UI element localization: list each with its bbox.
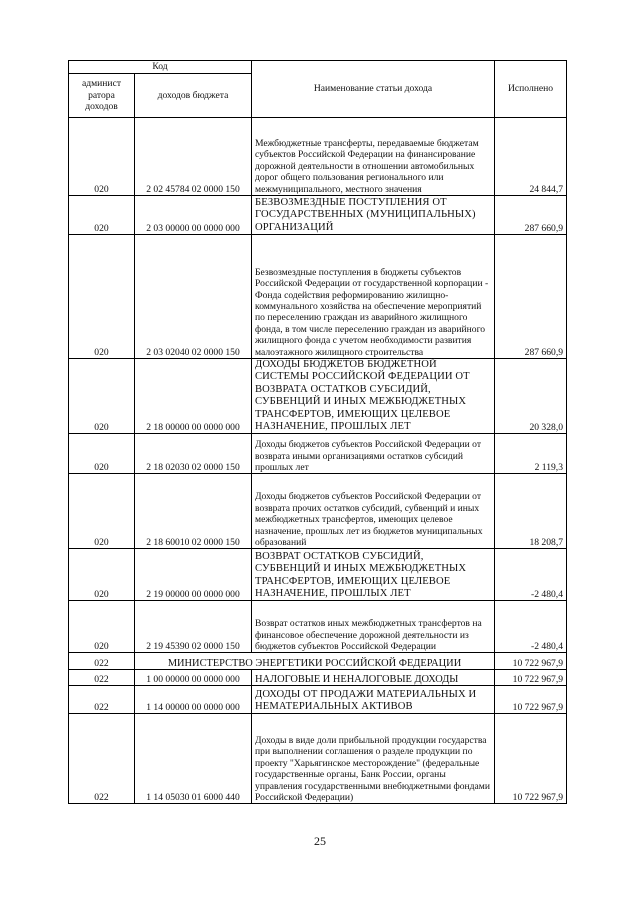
- revenue-name: Доходы бюджетов субъектов Российской Федерации от возврата прочих остатков субсидий, субвенций и иных межбюджетных трансфертов, имеющих целевое назначение, прошлых лет из бюджетов муниципальных образований: [252, 474, 495, 549]
- revenue-name: ДОХОДЫ БЮДЖЕТОВ БЮДЖЕТНОЙ СИСТЕМЫ РОССИЙСКОЙ ФЕДЕРАЦИИ ОТ ВОЗВРАТА ОСТАТКОВ СУБСИДИЙ, СУБВЕНЦИЙ И ИНЫХ МЕЖБЮДЖЕТНЫХ ТРАНСФЕРТОВ, ИМЕЮЩИХ ЦЕЛЕВОЕ НАЗНАЧЕНИЕ, ПРОШЛЫХ ЛЕТ: [252, 359, 495, 434]
- table-row: [69, 549, 567, 601]
- admin-code: 020: [69, 601, 135, 653]
- budget-code: 1 14 00000 00 0000 000: [135, 686, 252, 714]
- revenue-name: Доходы в виде доли прибыльной продукции государства при выполнении соглашения о разделе продукции по проекту "Харьягинское месторождение" (федеральные государственные органы, Банк России, органы управления государственными внебюджетными фондами Российской Федерации): [252, 714, 495, 804]
- executed-value: 18 208,7: [495, 474, 567, 549]
- executed-value: -2 480,4: [495, 549, 567, 601]
- revenue-name: Возврат остатков иных межбюджетных трансфертов на финансовое обеспечение дорожной деятельности из бюджетов субъектов Российской Федерации: [252, 601, 495, 653]
- budget-code: 1 14 05030 01 6000 440: [135, 714, 252, 804]
- table-row: [69, 196, 567, 235]
- revenue-name: Безвозмездные поступления в бюджеты субъектов Российской Федерации от государственной корпорации - Фонда содействия реформированию жилищно-коммунального хозяйства на обеспечение мероприятий по переселению граждан из аварийного жилищного фонда, в том числе переселению граждан из аварийного жилищного фонда с учетом необходимости развития малоэтажного жилищного строительства: [252, 235, 495, 359]
- table-row: [69, 474, 567, 549]
- revenue-name: БЕЗВОЗМЕЗДНЫЕ ПОСТУПЛЕНИЯ ОТ ГОСУДАРСТВЕННЫХ (МУНИЦИПАЛЬНЫХ) ОРГАНИЗАЦИЙ: [252, 196, 495, 235]
- executed-value: 10 722 967,9: [495, 670, 567, 686]
- revenue-table: [68, 60, 567, 804]
- executed-value: 10 722 967,9: [495, 653, 567, 670]
- revenue-name: ДОХОДЫ ОТ ПРОДАЖИ МАТЕРИАЛЬНЫХ И НЕМАТЕРИАЛЬНЫХ АКТИВОВ: [252, 686, 495, 714]
- executed-value: 10 722 967,9: [495, 714, 567, 804]
- budget-code: 2 03 00000 00 0000 000: [135, 196, 252, 235]
- admin-code: 020: [69, 474, 135, 549]
- revenue-name: ВОЗВРАТ ОСТАТКОВ СУБСИДИЙ, СУБВЕНЦИЙ И ИНЫХ МЕЖБЮДЖЕТНЫХ ТРАНСФЕРТОВ, ИМЕЮЩИХ ЦЕЛЕВОЕ НАЗНАЧЕНИЕ, ПРОШЛЫХ ЛЕТ: [252, 549, 495, 601]
- revenue-name: Межбюджетные трансферты, передаваемые бюджетам субъектов Российской Федерации на финансирование дорожной деятельности в отношении автомобильных дорог общего пользования регионального или межмуниципального, местного значения: [252, 118, 495, 196]
- admin-code: 020: [69, 196, 135, 235]
- admin-code: 020: [69, 118, 135, 196]
- executed-value: 10 722 967,9: [495, 686, 567, 714]
- table-row: [69, 118, 567, 196]
- revenue-name: НАЛОГОВЫЕ И НЕНАЛОГОВЫЕ ДОХОДЫ: [252, 670, 495, 686]
- header-code: Код: [69, 61, 252, 74]
- admin-code: 020: [69, 549, 135, 601]
- header-executed: Исполнено: [495, 61, 567, 118]
- table-row: [69, 714, 567, 804]
- budget-code: 2 02 45784 02 0000 150: [135, 118, 252, 196]
- executed-value: -2 480,4: [495, 601, 567, 653]
- page-number: 25: [314, 834, 326, 848]
- header-budget-code: доходов бюджета: [135, 74, 252, 118]
- revenue-name: Доходы бюджетов субъектов Российской Федерации от возврата иными организациями остатков субсидий прошлых лет: [252, 434, 495, 474]
- table-row: [69, 601, 567, 653]
- ministry-row: [69, 653, 567, 670]
- executed-value: 287 660,9: [495, 196, 567, 235]
- budget-code: 2 03 02040 02 0000 150: [135, 235, 252, 359]
- table-row: [69, 235, 567, 359]
- budget-code: 2 18 00000 00 0000 000: [135, 359, 252, 434]
- admin-code: 022: [69, 686, 135, 714]
- admin-code: 022: [69, 670, 135, 686]
- admin-code: 022: [69, 653, 135, 670]
- executed-value: 20 328,0: [495, 359, 567, 434]
- header-admin: админист ратора доходов: [69, 74, 135, 118]
- table-row: [69, 670, 567, 686]
- ministry-name: МИНИСТЕРСТВО ЭНЕРГЕТИКИ РОССИЙСКОЙ ФЕДЕРАЦИИ: [135, 653, 495, 670]
- admin-code: 020: [69, 235, 135, 359]
- table-row: [69, 686, 567, 714]
- executed-value: 24 844,7: [495, 118, 567, 196]
- header-row-top: [69, 61, 567, 74]
- budget-code: 2 19 00000 00 0000 000: [135, 549, 252, 601]
- admin-code: 022: [69, 714, 135, 804]
- executed-value: 2 119,3: [495, 434, 567, 474]
- budget-code: 2 18 60010 02 0000 150: [135, 474, 252, 549]
- table-row: [69, 434, 567, 474]
- executed-value: 287 660,9: [495, 235, 567, 359]
- admin-code: 020: [69, 359, 135, 434]
- admin-code: 020: [69, 434, 135, 474]
- budget-code: 2 18 02030 02 0000 150: [135, 434, 252, 474]
- header-name: Наименование статьи дохода: [252, 61, 495, 118]
- budget-code: 2 19 45390 02 0000 150: [135, 601, 252, 653]
- budget-code: 1 00 00000 00 0000 000: [135, 670, 252, 686]
- table-row: [69, 359, 567, 434]
